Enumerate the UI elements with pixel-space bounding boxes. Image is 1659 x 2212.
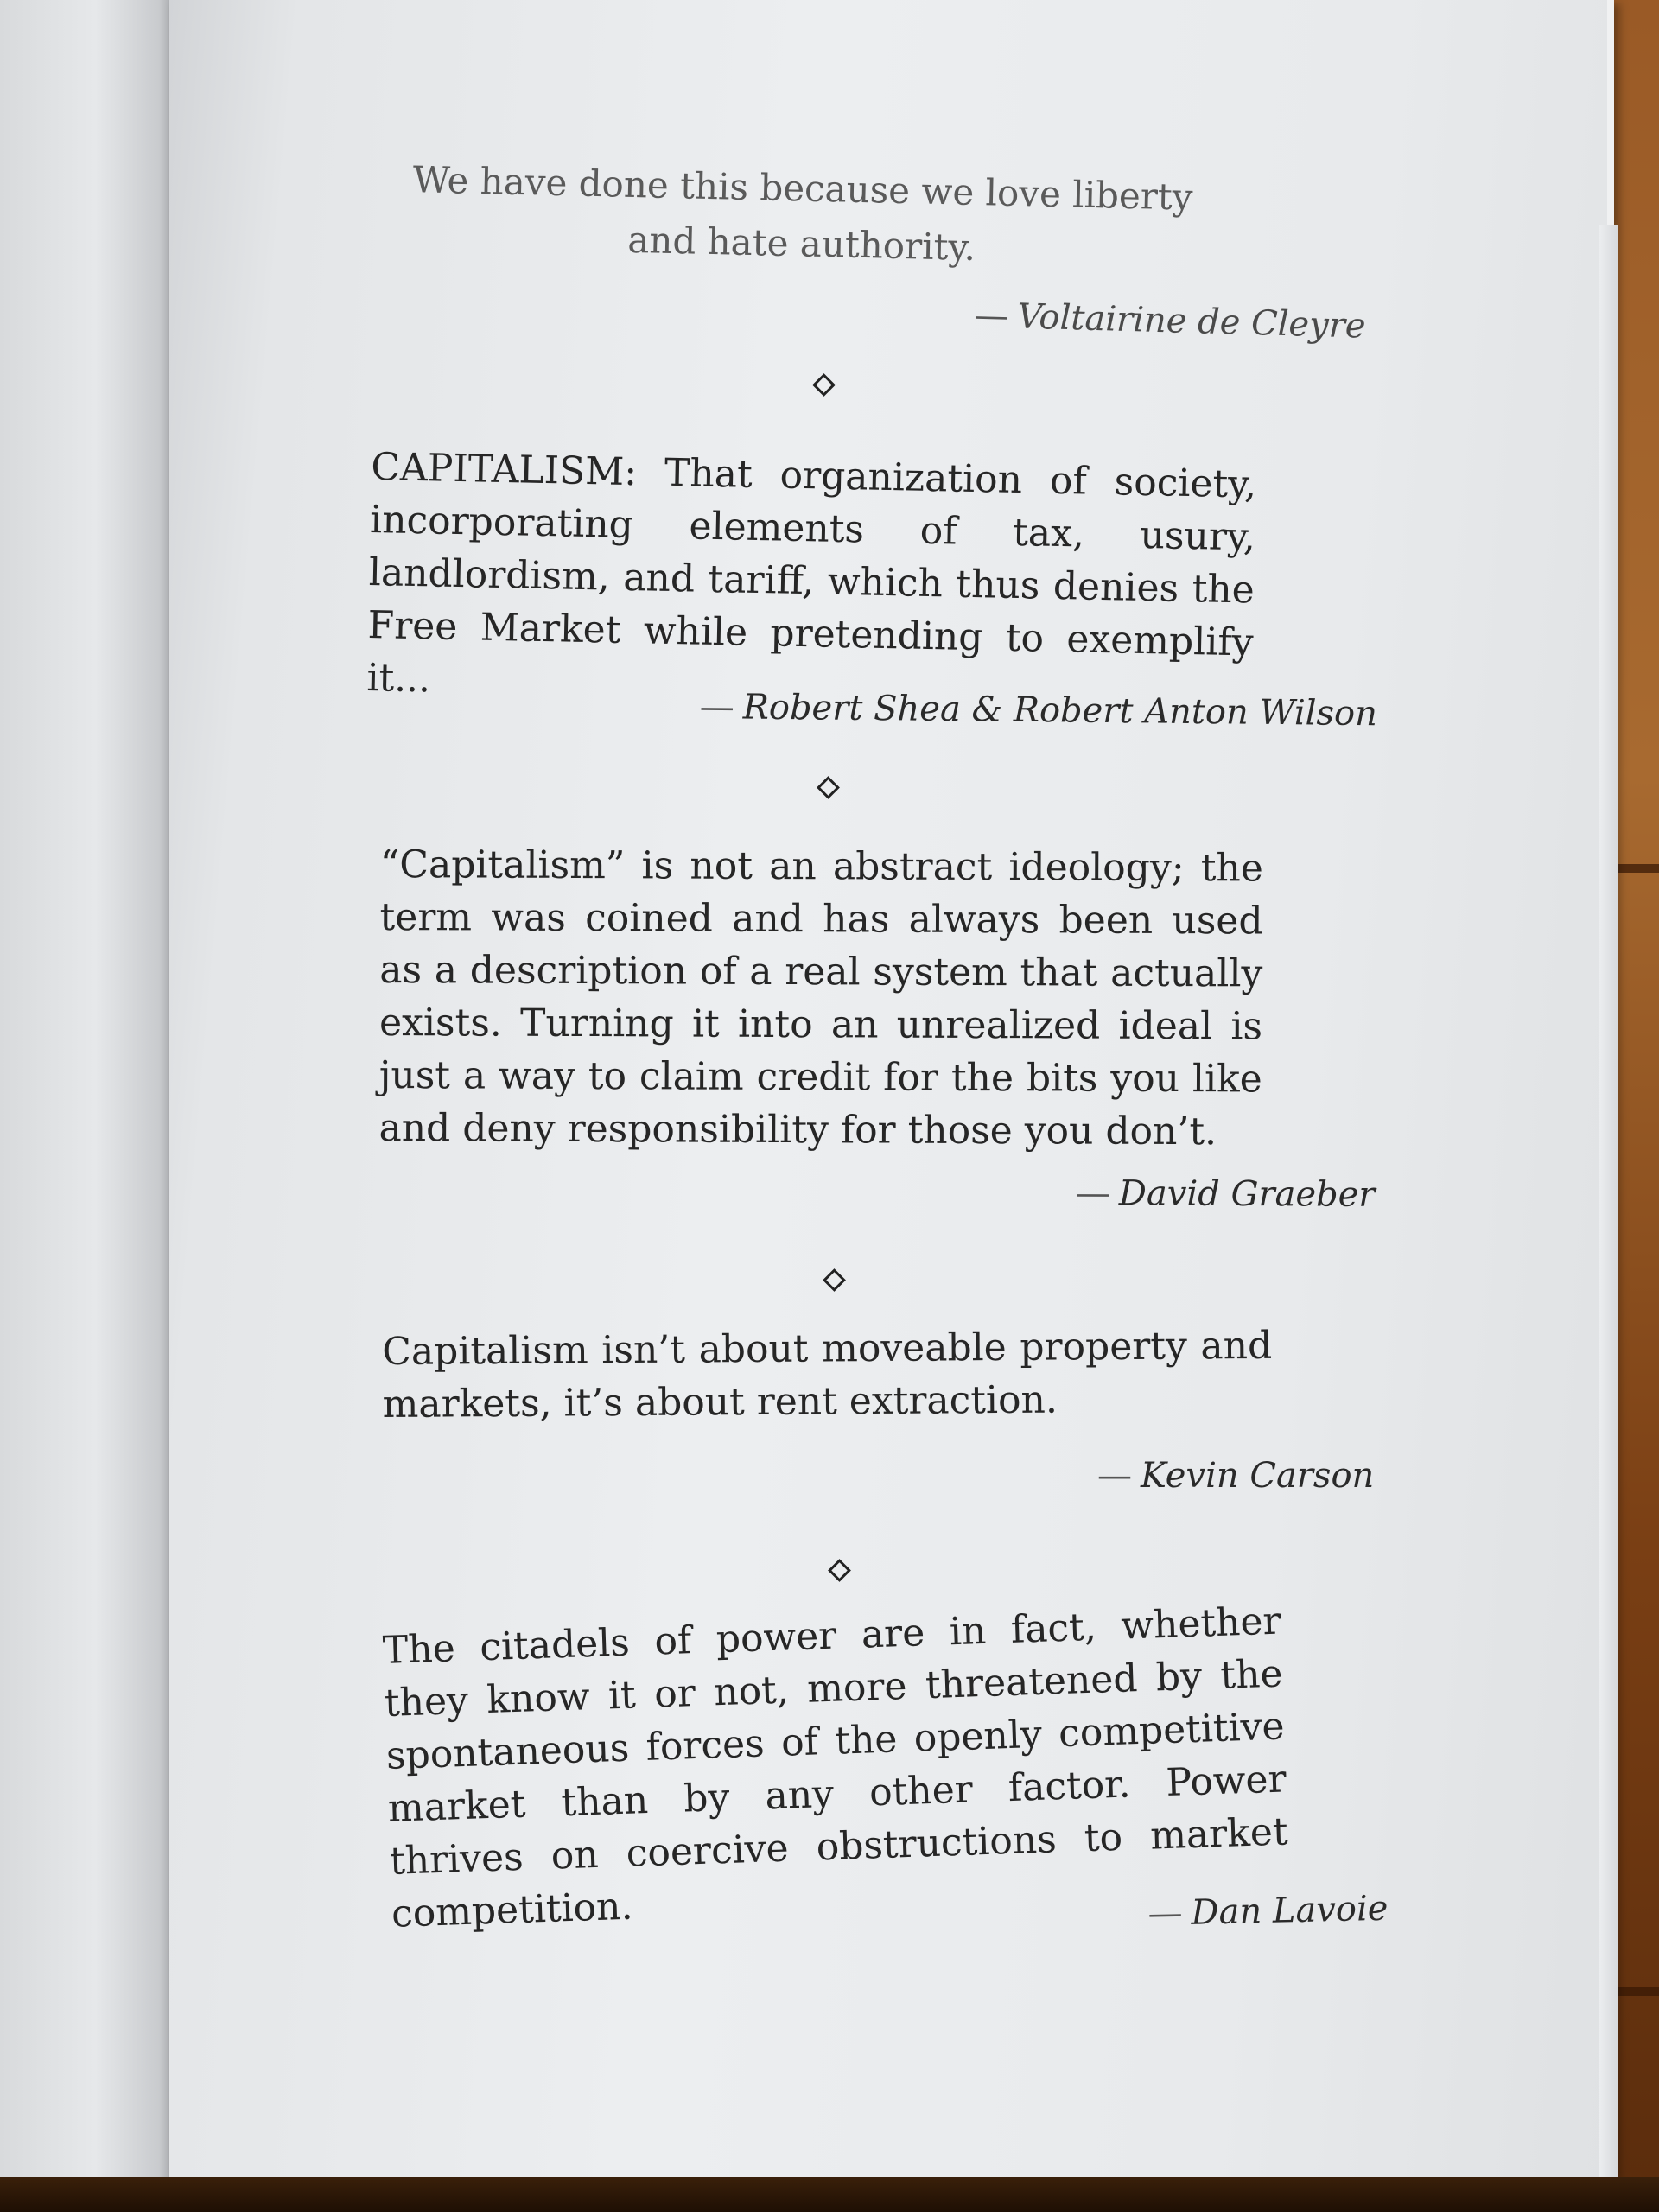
attribution-name: Robert Shea & Robert Anton Wilson [742, 687, 1378, 734]
em-dash: — [1147, 1893, 1184, 1934]
quote-1 [404, 152, 1201, 281]
quote-4 [382, 1319, 1273, 1431]
quote-text: CAPITALISM: That organization of society, incorporating elements of tax, usury, landlordism, and tariff, which thus denies the Free Market while pretending to exemplify it... [365, 444, 1257, 702]
quote-3 [378, 838, 1263, 1158]
em-dash: — [973, 296, 1009, 337]
attribution-3 [1076, 1173, 1376, 1215]
quote-5 [382, 1595, 1291, 1941]
quote-text: We have done this because we love liberty and hate authority. [412, 158, 1194, 269]
quote-text: The citadels of power are in fact, whether they know it or not, more threatened by the spontaneous forces of the openly competitive market than by any other factor. Power thrives on coercive obstructions to market competition. [382, 1599, 1289, 1936]
attribution-4 [1097, 1456, 1374, 1496]
em-dash: — [1075, 1173, 1110, 1214]
book-shadow [0, 2177, 1659, 2212]
quote-text: “Capitalism” is not an abstract ideology; the term was coined and has always been used as a description of a real system that actually exists. Turning it into an unrealized ideal is just a way to claim credit for the bits you like and deny responsibility for those you don’t. [378, 842, 1263, 1154]
attribution-5 [1147, 1889, 1389, 1934]
quote-text: Capitalism isn’t about moveable property and markets, it’s about rent extraction. [382, 1323, 1273, 1427]
attribution-name: David Graeber [1118, 1173, 1376, 1215]
quote-2 [366, 441, 1257, 722]
attribution-2 [700, 687, 1378, 734]
em-dash: — [699, 687, 734, 728]
em-dash: — [1097, 1456, 1132, 1496]
attribution-name: Voltairine de Cleyre [1016, 296, 1367, 346]
page-edge [1599, 225, 1618, 2177]
attribution-name: Kevin Carson [1141, 1456, 1375, 1496]
attribution-name: Dan Lavoie [1190, 1888, 1389, 1933]
left-page [0, 0, 173, 2212]
